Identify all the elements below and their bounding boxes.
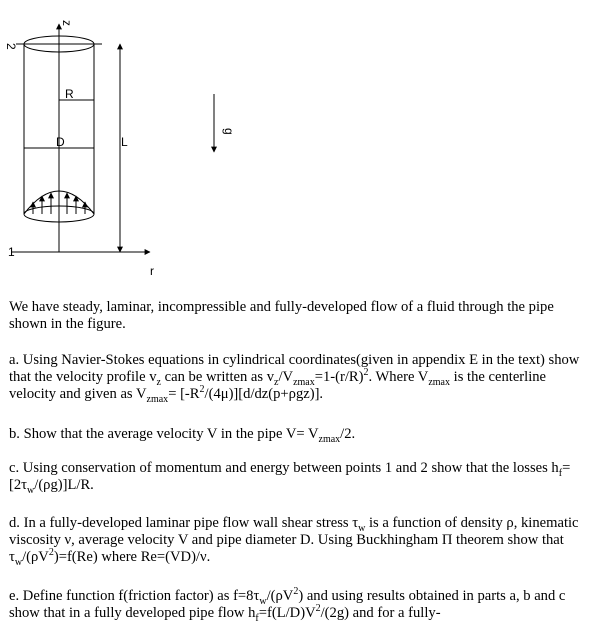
- label-z: z: [60, 20, 74, 26]
- part-e-paragraph: e. Define function f(friction factor) as $f=8\tau_w/(\rho V^2)$ and using results obtained in parts a, b and c show that in a fully developed pipe flow $h_f=f(L/D)V^2/(2g)$ and for a fully-: [9, 586, 566, 624]
- intro-paragraph: We have steady, laminar, incompressible and fully-developed flow of a fluid through the pipe shown in the figure.: [9, 299, 554, 332]
- label-R: R: [65, 87, 74, 101]
- label-r: r: [150, 264, 154, 278]
- part-c-paragraph: c. Using conservation of momentum and energy between points 1 and 2 show that the losses $h_f=[2\tau_w/(\rho g)]L/R$.: [9, 460, 571, 496]
- label-D: D: [56, 135, 65, 149]
- part-a-paragraph: a. Using Navier-Stokes equations in cylindrical coordinates(given in appendix E in the text) show that the velocity profile $v_z$ can be written as $v_z/V_{zmax}=1-(r/R)^2$. Where $V_{zmax}$ is the centerline velocity and given as $V_{zmax}= [-R^2/(4\mu)][d/dz(p+\rho gz)]$.: [9, 352, 580, 405]
- label-point-2: 2: [4, 43, 18, 50]
- label-g: g: [222, 128, 236, 135]
- label-point-1: 1: [8, 245, 15, 259]
- part-b-paragraph: b. Show that the average velocity V in the pipe $V= V_{zmax}/2$.: [9, 426, 356, 445]
- part-d-paragraph: d. In a fully-developed laminar pipe flow wall shear stress $\tau_w$ is a function of density ρ, kinematic viscosity ν, average velocity V and pipe diameter D. Using Buckhingham Π theorem show that $\tau_w/(\rho V^2)=f(Re)$ where Re=(VD)/ν.: [9, 515, 579, 568]
- label-L: L: [121, 135, 128, 149]
- pipe-flow-figure: [0, 0, 593, 290]
